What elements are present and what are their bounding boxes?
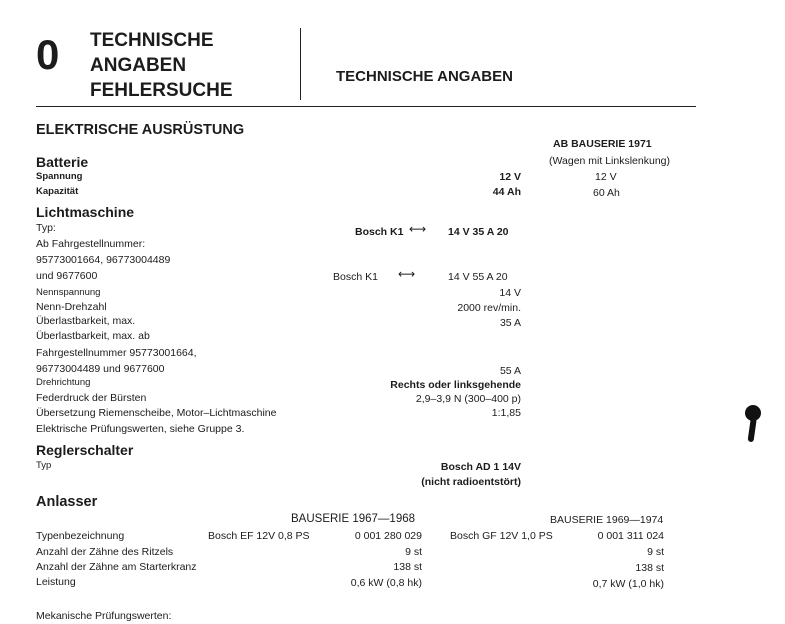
anlasser-row-v1b: 0 001 280 029 <box>354 530 422 542</box>
lichtmaschine-typ-brand: Bosch K1 <box>355 226 404 238</box>
anlasser-row-label: Anzahl der Zähne des Ritzels <box>36 546 174 558</box>
batterie-spannung-label: Spannung <box>36 171 83 182</box>
anlasser-row-v2b: 0 001 311 024 <box>597 530 664 542</box>
pruefung-note: Elektrische Prüfungswerten, siehe Gruppe 3. <box>36 423 245 435</box>
reglerschalter-typ-label: Typ <box>36 460 52 471</box>
batterie-title: Batterie <box>36 154 89 170</box>
ab-bauserie-kapazitaet: 60 Ah <box>593 187 620 199</box>
batterie-kapazitaet-value: 44 Ah <box>492 186 521 198</box>
anlasser-row-v1b: 9 st <box>405 546 422 558</box>
ueberlast-label: Überlastbarkeit, max. <box>36 315 136 327</box>
anlasser-row-v1b: 138 st <box>393 561 422 573</box>
margin-blot-icon <box>745 405 761 421</box>
anlasser-title: Anlasser <box>36 494 98 510</box>
anlasser-row-v2b: 0,7 kW (1,0 hk) <box>592 578 664 590</box>
ueberlast-value: 35 A <box>499 317 521 329</box>
anlasser-row-label: Leistung <box>36 576 76 588</box>
federdruck-label: Federdruck der Bürsten <box>36 392 147 404</box>
reglerschalter-typ-value: Bosch AD 1 14V <box>440 461 521 473</box>
ab-bauserie-note: (Wagen mit Linkslenkung) <box>549 155 670 167</box>
batterie-kapazitaet-label: Kapazität <box>36 186 79 197</box>
federdruck-value: 2,9–3,9 N (300–400 p) <box>415 393 521 405</box>
anlasser-col2-heading: BAUSERIE 1969—1974 <box>550 514 664 526</box>
lichtmaschine-nr-line2: und 9677600 <box>36 270 98 282</box>
anlasser-col1-heading: BAUSERIE 1967—1968 <box>291 513 416 525</box>
nennspannung-label: Nennspannung <box>36 287 101 298</box>
anlasser-row-v2b: 138 st <box>635 562 664 574</box>
anlasser-row-v1a: Bosch EF 12V 0,8 PS <box>208 530 310 542</box>
header-title-line-1: TECHNISCHE <box>90 30 214 51</box>
header-title-line-2: ANGABEN <box>90 55 187 76</box>
margin-blot-tail-icon <box>747 420 756 443</box>
anlasser-footer: Mekanische Prüfungswerten: <box>36 610 172 622</box>
anlasser-row-label: Typenbezeichnung <box>36 530 125 542</box>
header-rule <box>36 106 696 107</box>
lichtmaschine-ab-label: Ab Fahrgestellnummer: <box>36 238 146 250</box>
nennspannung-value: 14 V <box>499 287 521 299</box>
double-arrow-icon: ⟷ <box>398 267 416 281</box>
anlasser-row-v2b: 9 st <box>647 546 664 558</box>
ab-bauserie-heading: AB BAUSERIE 1971 <box>553 138 652 150</box>
uebersetzung-value: 1:1,85 <box>491 407 521 419</box>
ueberlast-ab-line3: 96773004489 und 9677600 <box>36 363 165 375</box>
anlasser-row-v2a: Bosch GF 12V 1,0 PS <box>450 530 553 542</box>
group-number: 0 <box>36 31 60 78</box>
lichtmaschine-nr-brand: Bosch K1 <box>333 271 378 283</box>
lichtmaschine-nr-line1: 95773001664, 96773004489 <box>36 254 171 266</box>
batterie-spannung-value: 12 V <box>499 171 521 183</box>
nenn-drehzahl-value: 2000 rev/min. <box>457 302 521 314</box>
header-title-line-3: FEHLERSUCHE <box>90 80 233 101</box>
ueberlast-ab-line2: Fahrgestellnummer 95773001664, <box>36 347 197 359</box>
ueberlast-ab-line1: Überlastbarkeit, max. ab <box>36 330 150 342</box>
section-title: ELEKTRISCHE AUSRÜSTUNG <box>36 122 245 138</box>
reglerschalter-title: Reglerschalter <box>36 442 134 458</box>
double-arrow-icon: ⟷ <box>409 222 427 236</box>
header-right-title: TECHNISCHE ANGABEN <box>336 68 513 85</box>
drehrichtung-label: Drehrichtung <box>36 377 91 388</box>
drehrichtung-value: Rechts oder linksgehende <box>390 379 521 391</box>
nenn-drehzahl-label: Nenn-Drehzahl <box>36 301 107 313</box>
reglerschalter-typ-note: (nicht radioentstört) <box>421 476 521 488</box>
uebersetzung-label: Übersetzung Riemenscheibe, Motor–Lichtmaschine <box>36 407 277 419</box>
ab-bauserie-spannung: 12 V <box>595 171 617 183</box>
lichtmaschine-typ-value: 14 V 35 A 20 <box>448 226 509 238</box>
anlasser-row-label: Anzahl der Zähne am Starterkranz <box>36 561 197 573</box>
lichtmaschine-typ-label: Typ: <box>36 222 56 234</box>
header-divider <box>300 28 301 100</box>
lichtmaschine-nr-value: 14 V 55 A 20 <box>448 271 508 283</box>
header-title <box>90 28 233 103</box>
lichtmaschine-title: Lichtmaschine <box>36 204 135 220</box>
anlasser-row-v1b: 0,6 kW (0,8 hk) <box>350 577 422 589</box>
ueberlast-ab-value: 55 A <box>499 365 521 377</box>
